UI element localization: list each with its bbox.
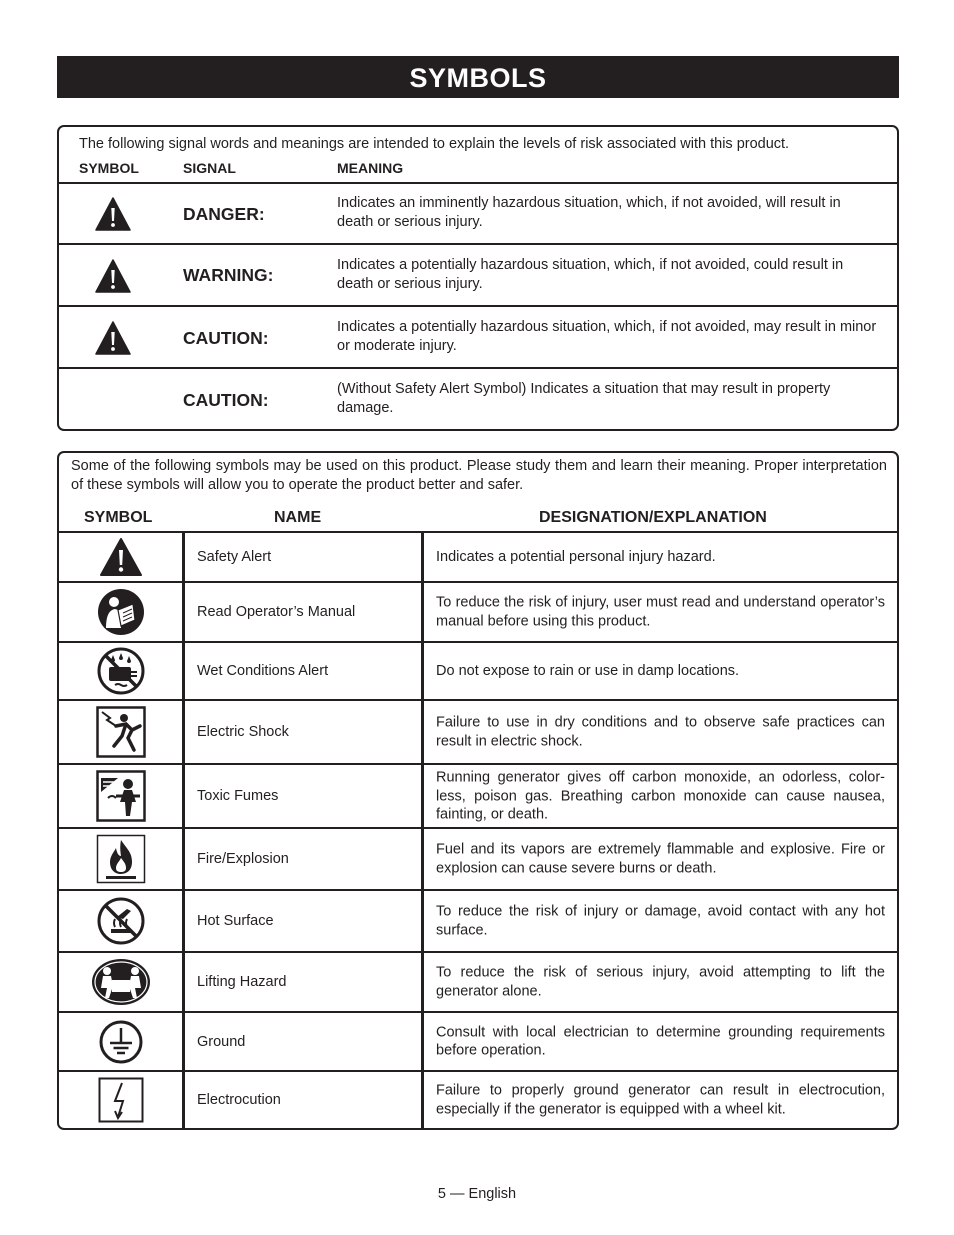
ground-icon [98,1019,144,1065]
page-footer: 5 — English [437,1186,517,1202]
symbol-designation: To reduce the risk of injury, user must read and understand operator’s manual before using this product. [436,594,885,629]
symbol-designation: Indicates a potential personal injury hazard. [436,548,716,565]
symbol-designation: Consult with local electrician to determine grounding requirements before operation. [436,1024,885,1059]
symbol-name: Fire/Explosion [197,851,289,867]
signal-label: CAUTION: [183,328,269,348]
signal-row-danger [59,183,897,245]
col-header-symbol: SYMBOL [84,509,153,526]
signal-meaning: Indicates a potentially hazardous situation, which, if not avoided, could result in death or serious injury. [337,257,844,292]
signal-label: WARNING: [183,265,274,285]
symbol-designation: Failure to properly ground generator can result in electrocution, especially if the generator is equipped with a wheel kit. [436,1082,885,1117]
symbol-name: Hot Surface [197,913,274,929]
table-row [59,699,897,763]
signal-row-warning [59,243,897,307]
symbol-designation: Running generator gives off carbon monoxide, an odorless, color-less, poison gas. Breathing carbon monoxide can cause nausea, fainting, or death. [436,769,885,823]
signal-meaning: Indicates an imminently hazardous situation, which, if not avoided, will result in death or serious injury. [337,195,841,230]
table-row [59,763,897,827]
table-row [59,951,897,1011]
signal-meaning: (Without Safety Alert Symbol) Indicates a situation that may result in property damage. [337,381,831,416]
symbol-designation: Do not expose to rain or use in damp locations. [436,662,740,679]
table-row [59,641,897,699]
symbol-name: Wet Conditions Alert [197,663,329,679]
signal-header-symbol: SYMBOL [79,160,139,176]
symbol-name: Ground [197,1033,246,1050]
symbol-designation: Fuel and its vapors are extremely flammable and explosive. Fire or explosion can cause severe burns or death. [436,841,885,876]
signal-words-box [57,125,899,431]
signal-meaning: Indicates a potentially hazardous situation, which, if not avoided, may result in minor or moderate injury. [337,319,877,354]
signal-label: CAUTION: [183,390,269,410]
signal-row-caution [59,305,897,369]
symbol-name: Electric Shock [197,724,289,740]
lifting-hazard-icon [91,958,151,1006]
read-manual-icon [97,588,145,636]
table-row [59,531,897,581]
symbols-box [57,451,899,1130]
toxic-fumes-icon [96,770,146,822]
fire-explosion-icon [96,834,146,884]
signal-header-signal: SIGNAL [183,160,236,176]
symbols-intro: Some of the following symbols may be used on this product. Please study them and learn their meaning. Proper interpretation of these symbols will allow you to operate the product better and safer. [71,458,887,493]
symbols-table [59,531,897,1128]
signal-header-meaning: MEANING [337,160,404,176]
safety-alert-icon [99,537,143,577]
wet-conditions-icon [97,647,145,695]
symbol-name: Read Operator’s Manual [197,604,356,620]
symbol-name: Toxic Fumes [197,788,279,804]
symbol-name: Lifting Hazard [197,974,287,990]
safety-alert-triangle-icon [95,259,131,293]
symbol-name: Electrocution [197,1092,281,1108]
table-row [59,1011,897,1070]
table-row [59,581,897,641]
page-title-bar [57,56,899,98]
signal-row-caution-property [59,367,897,431]
page-title: SYMBOLS [409,63,547,93]
table-row [59,889,897,951]
electric-shock-icon [96,706,146,758]
safety-alert-triangle-icon [95,197,131,231]
symbol-designation: To reduce the risk of serious injury, avoid attempting to lift the generator alone. [436,964,885,999]
signal-label: DANGER: [183,204,265,224]
symbol-designation: To reduce the risk of injury or damage, avoid contact with any hot surface. [436,903,885,938]
col-header-designation: DESIGNATION/EXPLANATION [539,509,767,526]
electrocution-icon [98,1077,144,1123]
hot-surface-icon [97,897,145,945]
table-row [59,1070,897,1128]
signal-intro: The following signal words and meanings are intended to explain the levels of risk associated with this product. [79,136,790,152]
symbol-designation: Failure to use in dry conditions and to observe safe practices can result in electric shock. [436,714,885,749]
safety-alert-triangle-icon [95,321,131,355]
symbol-name: Safety Alert [197,549,272,565]
col-header-name: NAME [274,509,322,526]
table-row [59,827,897,889]
